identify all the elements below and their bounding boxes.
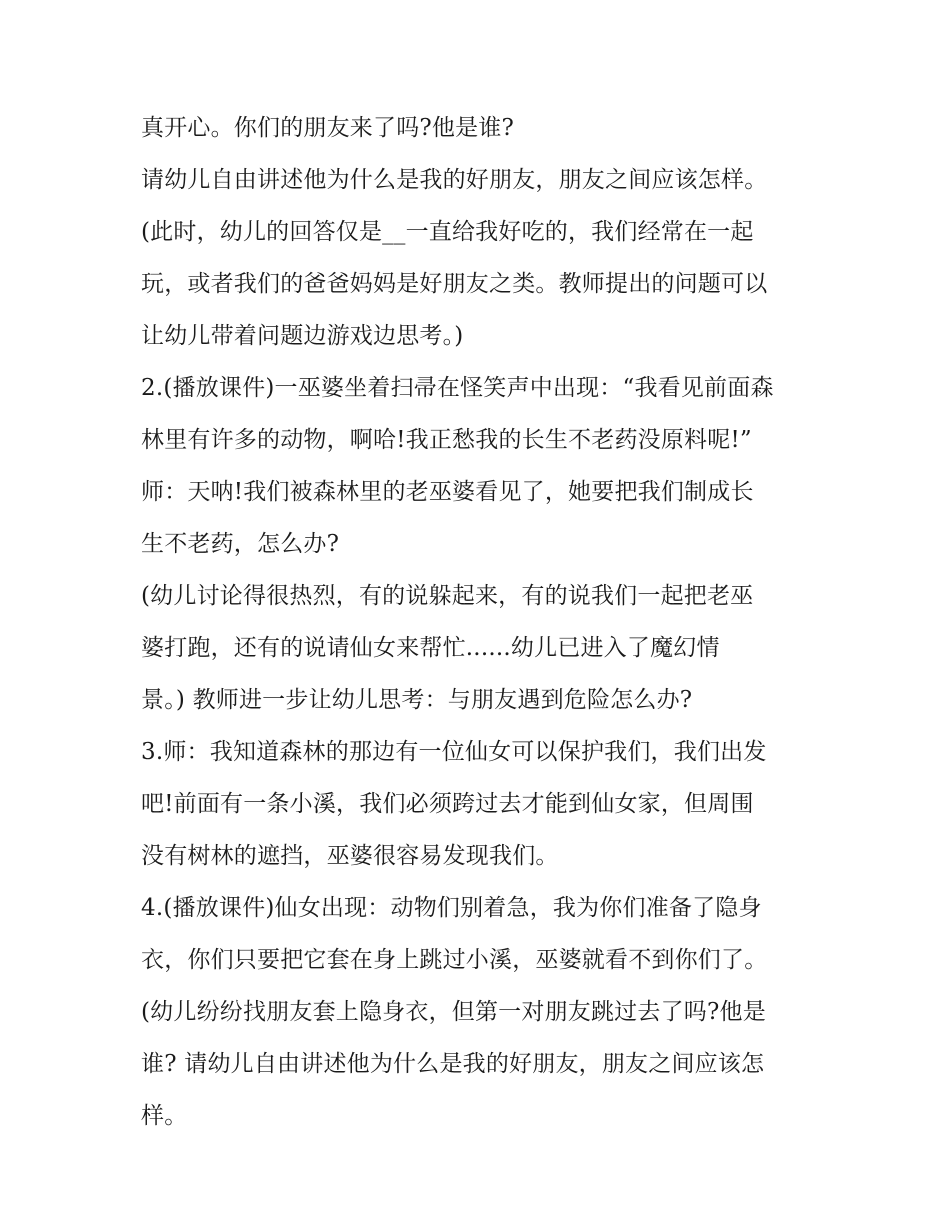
document-body	[141, 102, 821, 1142]
text-line: 婆打跑，还有的说请仙女来帮忙......幼儿已进入了魔幻情	[141, 635, 720, 661]
text-line: (幼儿纷纷找朋友套上隐身衣，但第一对朋友跳过去了吗?他是	[141, 999, 766, 1025]
text-line: 让幼儿带着问题边游戏边思考。)	[141, 323, 464, 349]
text-line: 样。	[141, 1103, 188, 1129]
text-line: 2.(播放课件)一巫婆坐着扫帚在怪笑声中出现：“我看见前面森	[141, 375, 774, 401]
text-line: (幼儿讨论得很热烈，有的说躲起来，有的说我们一起把老巫	[141, 583, 754, 609]
text-line: 生不老药，怎么办?	[141, 531, 340, 557]
text-line: 林里有许多的动物，啊哈!我正愁我的长生不老药没原料呢!”	[141, 427, 752, 453]
text-line: 玩，或者我们的爸爸妈妈是好朋友之类。教师提出的问题可以	[141, 271, 768, 297]
text-line: 景。) 教师进一步让幼儿思考：与朋友遇到危险怎么办?	[141, 687, 693, 713]
text-line: 3.师：我知道森林的那边有一位仙女可以保护我们，我们出发	[141, 739, 767, 765]
text-line: 请幼儿自由讲述他为什么是我的好朋友，朋友之间应该怎样。	[141, 167, 768, 193]
text-line: (此时，幼儿的回答仅是__一直给我好吃的，我们经常在一起	[141, 219, 754, 245]
text-line: 没有树林的遮挡，巫婆很容易发现我们。	[141, 843, 559, 869]
text-line: 4.(播放课件)仙女出现：动物们别着急，我为你们准备了隐身	[141, 895, 762, 921]
text-line: 吧!前面有一条小溪，我们必须跨过去才能到仙女家，但周围	[141, 791, 754, 817]
text-line: 衣，你们只要把它套在身上跳过小溪，巫婆就看不到你们了。	[141, 947, 768, 973]
text-line: 师：天呐!我们被森林里的老巫婆看见了，她要把我们制成长	[141, 479, 754, 505]
text-line: 谁? 请幼儿自由讲述他为什么是我的好朋友，朋友之间应该怎	[141, 1051, 765, 1077]
text-line: 真开心。你们的朋友来了吗?他是谁?	[141, 115, 515, 141]
